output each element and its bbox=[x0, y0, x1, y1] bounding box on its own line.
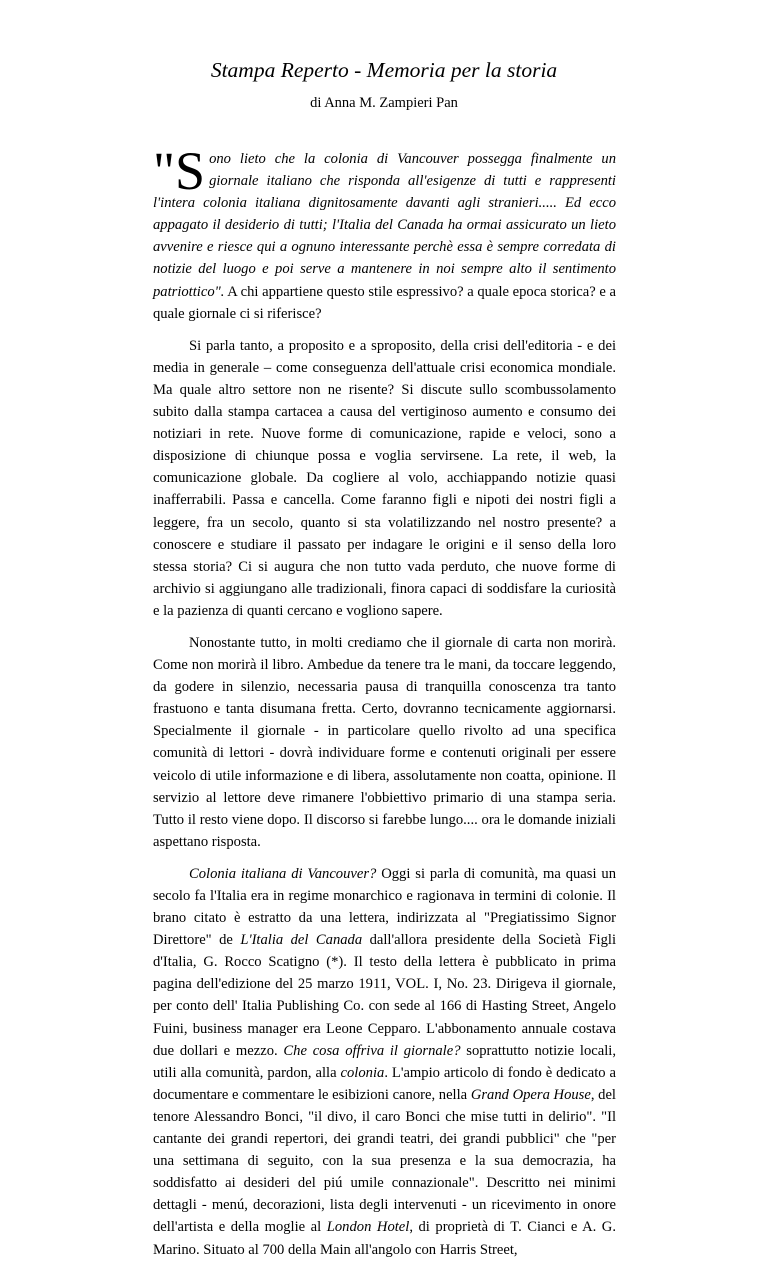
italic-word: colonia bbox=[340, 1064, 385, 1081]
article-byline: di Anna M. Zampieri Pan bbox=[310, 95, 458, 111]
italic-phrase: Colonia italiana di Vancouver? bbox=[189, 865, 377, 882]
paragraph-4-text: Oggi si parla di comunità, ma quasi un secolo fa l'Italia era in regime monarchico e ragionava in termini di colonie. Il brano citato è estratto da una lettera, indirizzata al "Pregiatissimo Signor Direttore" de bbox=[153, 865, 616, 949]
paragraph-4-text: . L'ampio articolo di fondo è dedicato a documentare e commentare le esibizioni canore, nella bbox=[153, 1064, 616, 1103]
venue-name: Grand Opera House bbox=[470, 1086, 591, 1103]
quoted-letter-text: ono lieto che la colonia di Vancouver possegga finalmente un giornale italiano che risponda all'esigenze di tutti e rappresenti l'intera colonia italiana dignitosamente davanti agli stranieri..... Ed ecco appagato il desiderio di tutti; l'Italia del Canada ha ormai assicurato un lieto avvenire e riesce qui a ognuno interessante perchè essa è sempre corredata di notizie del luogo e poi serve a mantenere in noi sempre alto il sentimento patriottico". bbox=[153, 151, 616, 300]
paragraph-4-text: soprattutto notizie locali, utili alla comunità, pardon, alla bbox=[153, 1042, 616, 1081]
paragraph-2: Si parla tanto, a proposito e a sproposito, della crisi dell'editoria - e dei media in generale – come conseguenza dell'attuale crisi economica mondiale. Ma quale altro settore non ne risente? Si discute sullo scombussolamento subito dalla stampa cartacea a causa del vertiginoso aumento e consumo dei notiziari in rete. Nuove forme di comunicazione, rapide e veloci, sono a disposizione di chiunque possa e voglia servirsene. La rete, il web, la comunicazione globale. Da cogliere al volo, acchiappando notizie quasi inafferrabili. Passa e cancella. Come faranno figli e nipoti dei nostri figli a leggere, fra un secolo, quanto si sta volatilizzando nel nostro presente? a conoscere e studiare il passato per indagare le origini e il senso della loro stessa storia? Ci si augura che non tutto vada perduto, che nuove forme di archivio si aggiungano alle tradizionali, finora capaci di soddisfare la curiosità e la pazienza di quanti cercano e vogliono sapere. bbox=[153, 337, 616, 619]
newspaper-name: L'Italia del Canada bbox=[240, 932, 363, 949]
paragraph-3: Nonostante tutto, in molti crediamo che il giornale di carta non morirà. Come non morirà il libro. Ambedue da tenere tra le mani, da toccare leggendo, da godere in silenzio, necessaria pausa di tranquilla conoscenza tra tanto frastuono e tanta disumana fretta. Certo, dovranno tecnicamente aggiornarsi. Specialmente il giornale - in particolare quello rivolto ad una specifica comunità di lettori - dovrà individuare forme e contenuti originali per essere veicolo di utile informazione e di libera, assolutamente non coatta, opinione. Il servizio al lettore deve rimanere l'obbiettivo primario di una stampa seria. Tutto il resto viene dopo. Il discorso si farebbe lungo.... ora le domande iniziali aspettano risposta. bbox=[153, 634, 616, 850]
paragraph-4-text: , di proprietà di T. Cianci e A. G. Marino. Situato al 700 della Main all'angolo con Harris Street, bbox=[153, 1219, 616, 1258]
article-body bbox=[153, 141, 617, 1271]
paragraph-1-questions: A chi appartiene questo stile espressivo? a quale epoca storica? e a quale giornale ci si riferisce? bbox=[153, 283, 616, 322]
italic-phrase: Che cosa offriva il giornale? bbox=[283, 1042, 461, 1059]
paragraph-4-text: dall'allora presidente della Società Figli d'Italia, G. Rocco Scatigno (*). Il testo della lettera è pubblicato in prima pagina dell'edizione del 25 marzo 1911, VOL. I, No. 23. Dirigeva il giornale, per conto dell' Italia Publishing Co. con sede al 166 di Hasting Street, Angelo Fuini, business manager era Leone Cepparo. L'abbonamento annuale costava due dollari e mezzo. bbox=[153, 932, 617, 1059]
paragraph-4 bbox=[153, 863, 616, 1261]
drop-cap: "S bbox=[153, 141, 206, 201]
paragraph-1 bbox=[153, 141, 616, 325]
paragraph-4-text: , del tenore Alessandro Bonci, "il divo, il caro Bonci che mise tutti in delirio". "Il cantante dei grandi repertori, dei grandi teatri, dei grandi pubblici" che "per una settimana di seguito, con la sua presenza e la sua democrazia, ha soddisfatto ai desideri del piú umile connazionale". Descritto nei minimi dettagli - menú, decorazioni, lista degli intervenuti - un ricevimento in onore dell'artista e della moglie al bbox=[153, 1086, 616, 1236]
article-title: Stampa Reperto - Memoria per la storia bbox=[210, 58, 558, 82]
hotel-name: London Hotel bbox=[326, 1219, 410, 1236]
